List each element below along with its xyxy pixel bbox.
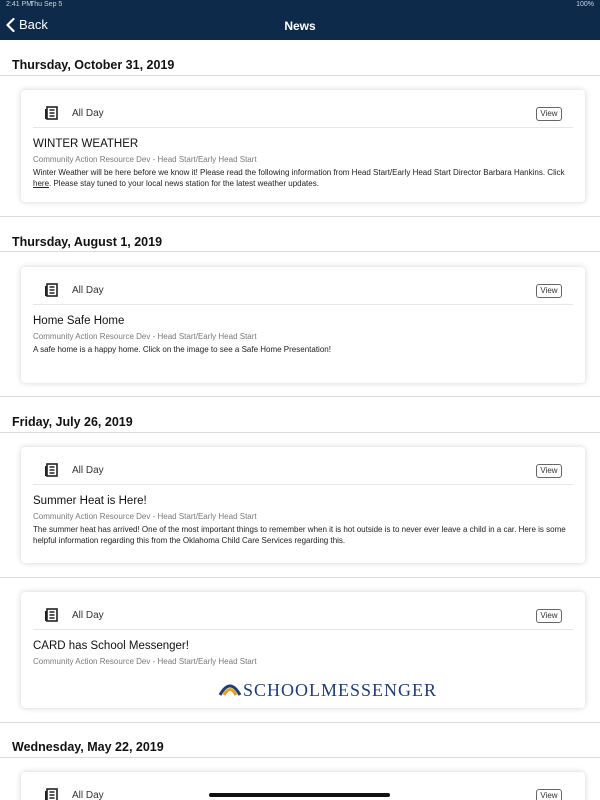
all-day-label: All Day xyxy=(72,465,104,476)
news-body: The summer heat has arrived! One of the most important things to remember when it is hot outside is to never ever leave a child in a car. Here is some helpful information regarding this from the Oklahoma Child Care Services regarding this. xyxy=(33,525,566,545)
view-button[interactable]: View xyxy=(536,464,562,478)
newspaper-icon xyxy=(45,788,59,800)
card-header xyxy=(21,592,585,629)
divider xyxy=(0,216,600,217)
card-divider xyxy=(33,629,573,630)
card-divider xyxy=(33,304,573,305)
all-day-label: All Day xyxy=(72,790,104,800)
status-battery: 100% xyxy=(576,1,594,8)
date-header: Friday, July 26, 2019 xyxy=(12,415,133,429)
news-list[interactable] xyxy=(0,40,600,800)
date-header: Thursday, August 1, 2019 xyxy=(12,235,163,249)
home-indicator[interactable] xyxy=(209,793,390,797)
all-day-label: All Day xyxy=(72,108,104,119)
status-bar xyxy=(0,0,600,10)
news-title: Home Safe Home xyxy=(33,315,125,327)
divider xyxy=(0,432,600,433)
card-header xyxy=(21,447,585,484)
card-header xyxy=(21,267,585,304)
news-card[interactable] xyxy=(21,267,585,383)
divider xyxy=(0,577,600,578)
news-card[interactable] xyxy=(21,447,585,563)
view-button[interactable]: View xyxy=(536,789,562,800)
newspaper-icon xyxy=(45,463,59,477)
logo-text: SCHOOLMESSENGER xyxy=(243,679,438,700)
news-title: Summer Heat is Here! xyxy=(33,495,147,507)
news-card[interactable] xyxy=(21,90,585,202)
card-divider xyxy=(33,484,573,485)
nav-bar xyxy=(0,10,600,40)
page-title: News xyxy=(284,19,316,33)
view-button[interactable]: View xyxy=(536,107,562,121)
school-messenger-logo[interactable] xyxy=(217,679,437,701)
newspaper-icon xyxy=(45,608,59,622)
date-header: Thursday, October 31, 2019 xyxy=(12,58,175,72)
news-body xyxy=(33,167,569,189)
newspaper-icon xyxy=(45,106,59,120)
news-title: CARD has School Messenger! xyxy=(33,640,189,652)
all-day-label: All Day xyxy=(72,285,104,296)
news-source: Community Action Resource Dev - Head Start/Early Head Start xyxy=(33,512,257,521)
divider xyxy=(0,722,600,723)
divider xyxy=(0,251,600,252)
news-source: Community Action Resource Dev - Head Start/Early Head Start xyxy=(33,332,257,341)
newspaper-icon xyxy=(45,283,59,297)
school-messenger-logo-icon xyxy=(217,679,243,701)
status-time: 2:41 PM xyxy=(6,1,33,8)
body-text: Winter Weather will be here before we know it! Please read the following information from Head Start/Early Head Start Director Barbara Hankins. Click xyxy=(33,168,565,177)
news-body: A safe home is a happy home. Click on the image to see a Safe Home Presentation! xyxy=(33,345,331,354)
card-divider xyxy=(33,127,573,128)
body-text-end: . Please stay tuned to your local news station for the latest weather updates. xyxy=(49,179,319,188)
view-button[interactable]: View xyxy=(536,609,562,623)
back-label: Back xyxy=(19,17,48,32)
card-header xyxy=(21,90,585,127)
news-card[interactable] xyxy=(21,592,585,708)
divider xyxy=(0,396,600,397)
news-title: WINTER WEATHER xyxy=(33,138,139,150)
news-source: Community Action Resource Dev - Head Start/Early Head Start xyxy=(33,155,257,164)
status-date: Thu Sep 5 xyxy=(30,1,63,8)
view-button[interactable]: View xyxy=(536,284,562,298)
here-link[interactable]: here xyxy=(33,179,50,188)
divider xyxy=(0,757,600,758)
news-source: Community Action Resource Dev - Head Start/Early Head Start xyxy=(33,657,257,666)
date-header: Wednesday, May 22, 2019 xyxy=(12,740,164,754)
all-day-label: All Day xyxy=(72,610,104,621)
divider xyxy=(0,75,600,76)
